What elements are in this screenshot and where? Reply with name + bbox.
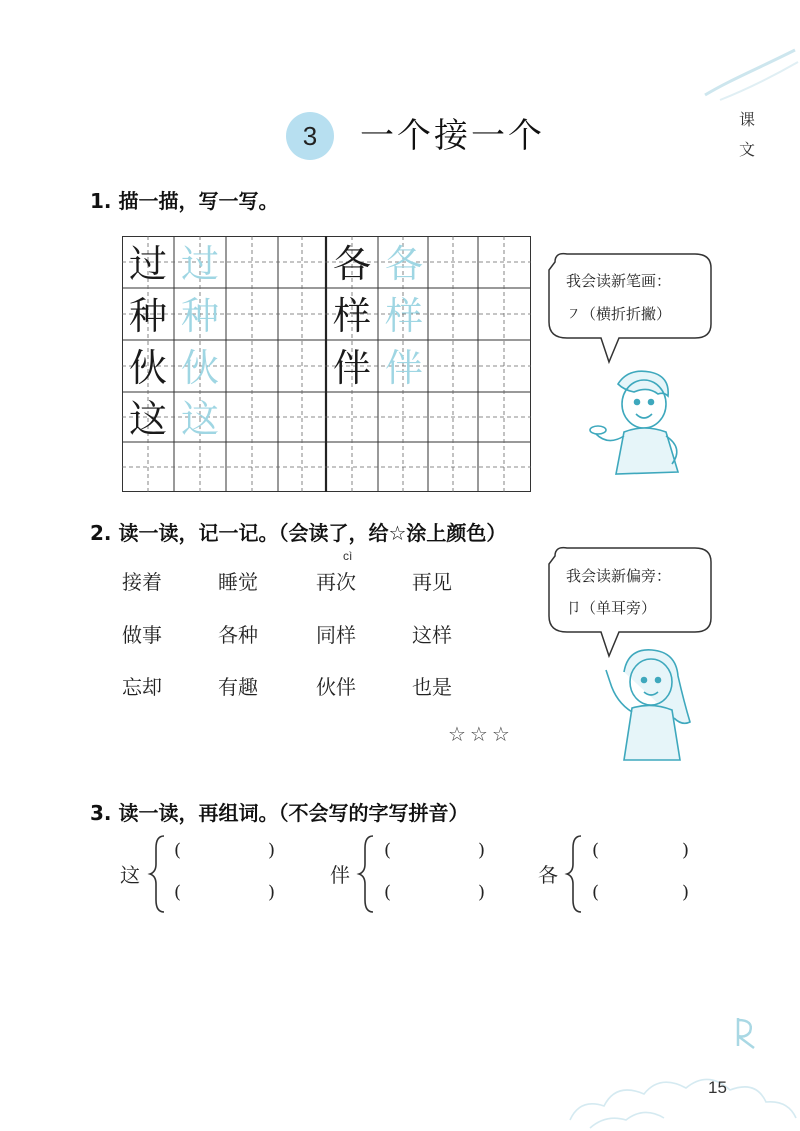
model-character: 伴 [332,346,371,390]
page-number: 15 [708,1078,727,1097]
word-item: 做事 [122,623,162,647]
word-item: 这样 [412,623,452,647]
model-character: 伙 [128,346,167,390]
question-3-heading: 3. 读一读，再组词。（不会写的字写拼音） [90,801,469,825]
curly-brace [146,834,168,914]
section-label-char: 课 [738,110,755,129]
answer-slot-open[interactable]: ( [174,882,182,903]
new-radical-symbol: 卩 [566,599,582,617]
group-character: 这 [120,863,140,887]
answer-slot-close[interactable]: ) [268,840,276,861]
lesson-title: 一个接一个 [360,116,545,156]
word-item: 再次 [316,570,356,594]
trace-character[interactable]: 过 [180,242,219,286]
curly-brace [355,834,377,914]
bubble-1-line-1: 我会读新笔画： [566,272,672,290]
answer-slot-open[interactable]: ( [384,882,392,903]
section-label-char: 文 [738,140,755,159]
bubble-2-line-1: 我会读新偏旁： [566,567,672,585]
trace-character[interactable]: 样 [384,294,423,338]
model-character: 这 [128,397,167,441]
answer-slot-close[interactable]: ) [682,840,690,861]
answer-slot-open[interactable]: ( [384,840,392,861]
section-label [734,105,760,165]
trace-character[interactable]: 伴 [384,346,423,390]
word-item: 睡觉 [218,570,258,594]
writing-grid [122,236,531,492]
girl-illustration [594,642,704,767]
answer-slot-close[interactable]: ) [682,882,690,903]
answer-slot-close[interactable]: ) [478,840,486,861]
model-character: 种 [128,294,167,338]
answer-slot-close[interactable]: ) [268,882,276,903]
trace-character[interactable]: 各 [384,242,423,286]
trace-character[interactable]: 种 [180,294,219,338]
question-2-heading: 2. 读一读，记一记。（会读了，给☆涂上颜色） [90,521,507,545]
question-1-heading: 1. 描一描，写一写。 [90,189,279,213]
group-character: 伴 [330,863,350,887]
lesson-number-badge: 3 [286,112,334,160]
new-stroke-symbol: ㇇ [566,305,582,323]
boy-illustration [588,362,700,492]
trace-character[interactable]: 这 [180,397,219,441]
curly-brace [563,834,585,914]
model-character: 各 [332,242,371,286]
word-item: 同样 [316,623,356,647]
word-item: 忘却 [122,675,162,699]
answer-slot-open[interactable]: ( [592,840,600,861]
decorative-swoosh [700,40,800,110]
answer-slot-close[interactable]: ) [478,882,486,903]
bubble-2-line-2: （单耳旁） [581,599,657,617]
word-item: 接着 [122,570,162,594]
trace-character[interactable]: 伙 [180,346,219,390]
word-item: 伙伴 [316,675,356,699]
answer-slot-open[interactable]: ( [174,840,182,861]
model-character: 样 [332,294,371,338]
bubble-1-line-2: （横折折撇） [581,305,672,323]
answer-slot-open[interactable]: ( [592,882,600,903]
rating-stars[interactable]: ☆☆☆ [448,722,514,746]
word-item: 再见 [412,570,452,594]
model-character: 过 [128,242,167,286]
word-item: 各种 [218,623,258,647]
word-item: 有趣 [218,675,258,699]
decorative-clouds [560,1010,800,1131]
word-item: 也是 [412,675,452,699]
group-character: 各 [538,863,558,887]
pinyin-hint: cì [343,549,353,563]
